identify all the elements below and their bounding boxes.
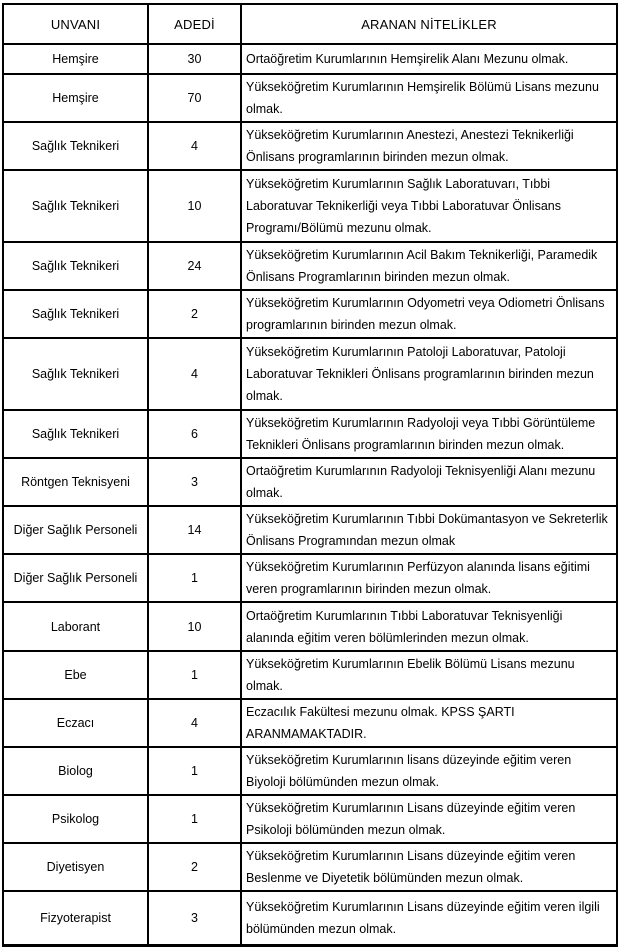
table-row: [3, 795, 617, 843]
cell-qualification: Ortaöğretim Kurumlarının Hemşirelik Alanı Mezunu olmak.: [241, 44, 617, 74]
cell-qualification: Yükseköğretim Kurumlarının Anestezi, Anestezi Teknikerliği Önlisans programlarının birinden mezun olmak.: [241, 122, 617, 170]
cell-count: 10: [148, 602, 241, 651]
table-row: [3, 338, 617, 410]
cell-count: 14: [148, 506, 241, 554]
cell-qualification: Ortaöğretim Kurumlarının Radyoloji Teknisyenliği Alanı mezunu olmak.: [241, 458, 617, 506]
table-row: [3, 44, 617, 74]
cell-qualification: Yükseköğretim Kurumlarının Patoloji Laboratuvar, Patoloji Laboratuvar Teknikleri Önlisans programlarının birinden mezun olmak.: [241, 338, 617, 410]
table-row: [3, 242, 617, 290]
cell-count: 24: [148, 242, 241, 290]
cell-title: Diğer Sağlık Personeli: [3, 554, 148, 602]
table-row: [3, 747, 617, 795]
cell-title: Diyetisyen: [3, 843, 148, 891]
cell-title: Sağlık Teknikeri: [3, 338, 148, 410]
cell-count: 1: [148, 651, 241, 699]
cell-title: Psikolog: [3, 795, 148, 843]
table-row: [3, 122, 617, 170]
table-row: [3, 843, 617, 891]
table-row: [3, 554, 617, 602]
cell-title: Sağlık Teknikeri: [3, 290, 148, 338]
cell-title: Hemşire: [3, 44, 148, 74]
cell-qualification: Yükseköğretim Kurumlarının Lisans düzeyinde eğitim veren ilgili bölümünden mezun olmak.: [241, 891, 617, 945]
cell-qualification: Eczacılık Fakültesi mezunu olmak. KPSS ŞARTI ARANMAMAKTADIR.: [241, 699, 617, 747]
cell-qualification: Yükseköğretim Kurumlarının Odyometri veya Odiometri Önlisans programlarının birinden mezun olmak.: [241, 290, 617, 338]
table-row: [3, 699, 617, 747]
cell-count: 1: [148, 554, 241, 602]
col-header-aranan-nitelikler: ARANAN NİTELİKLER: [241, 4, 617, 44]
cell-count: 10: [148, 170, 241, 242]
table-row: [3, 170, 617, 242]
cell-qualification: Yükseköğretim Kurumlarının Hemşirelik Bölümü Lisans mezunu olmak.: [241, 74, 617, 122]
cell-title: Röntgen Teknisyeni: [3, 458, 148, 506]
cell-title: Diğer Sağlık Personeli: [3, 506, 148, 554]
cell-qualification: Yükseköğretim Kurumlarının Lisans düzeyinde eğitim veren Beslenme ve Diyetetik bölümünden mezun olmak.: [241, 843, 617, 891]
cell-count: 1: [148, 747, 241, 795]
cell-qualification: Yükseköğretim Kurumlarının Radyoloji veya Tıbbi Görüntüleme Teknikleri Önlisans programlarının birinden mezun olmak.: [241, 410, 617, 458]
cell-count: 1: [148, 795, 241, 843]
cell-title: Laborant: [3, 602, 148, 651]
cell-qualification: Yükseköğretim Kurumlarının Sağlık Laboratuvarı, Tıbbi Laboratuvar Teknikerliği veya Tıbbi Laboratuvar Önlisans Programı/Bölümü mezunu olmak.: [241, 170, 617, 242]
cell-title: Sağlık Teknikeri: [3, 242, 148, 290]
col-header-unvani: UNVANI: [3, 4, 148, 44]
cell-qualification: Yükseköğretim Kurumlarının Perfüzyon alanında lisans eğitimi veren programlarının birinden mezun olmak.: [241, 554, 617, 602]
cell-count: 3: [148, 891, 241, 945]
cell-count: 30: [148, 44, 241, 74]
table-row: [3, 410, 617, 458]
cell-count: 2: [148, 843, 241, 891]
cell-count: 70: [148, 74, 241, 122]
qualification-table: [2, 3, 618, 947]
table-row: [3, 290, 617, 338]
table-row: [3, 651, 617, 699]
cell-title: Sağlık Teknikeri: [3, 410, 148, 458]
cell-title: Sağlık Teknikeri: [3, 170, 148, 242]
cell-qualification: Yükseköğretim Kurumlarının Tıbbi Dokümantasyon ve Sekreterlik Önlisans Programından mezun olmak: [241, 506, 617, 554]
cell-title: Fizyoterapist: [3, 891, 148, 945]
cell-title: Sağlık Teknikeri: [3, 122, 148, 170]
cell-title: Biolog: [3, 747, 148, 795]
table-row: [3, 891, 617, 945]
table-row: [3, 74, 617, 122]
cell-count: 4: [148, 338, 241, 410]
cell-count: 2: [148, 290, 241, 338]
table-row: [3, 602, 617, 651]
cell-count: 4: [148, 699, 241, 747]
cell-qualification: Yükseköğretim Kurumlarının lisans düzeyinde eğitim veren Biyoloji bölümünden mezun olmak.: [241, 747, 617, 795]
table-row: [3, 458, 617, 506]
cell-title: Ebe: [3, 651, 148, 699]
cell-qualification: Yükseköğretim Kurumlarının Ebelik Bölümü Lisans mezunu olmak.: [241, 651, 617, 699]
cell-title: Eczacı: [3, 699, 148, 747]
cell-qualification: Ortaöğretim Kurumlarının Tıbbi Laboratuvar Teknisyenliği alanında eğitim veren bölümlerinden mezun olmak.: [241, 602, 617, 651]
cell-qualification: Yükseköğretim Kurumlarının Lisans düzeyinde eğitim veren Psikoloji bölümünden mezun olmak.: [241, 795, 617, 843]
cell-count: 6: [148, 410, 241, 458]
cell-count: 3: [148, 458, 241, 506]
cell-count: 4: [148, 122, 241, 170]
col-header-adedi: ADEDİ: [148, 4, 241, 44]
cell-title: Hemşire: [3, 74, 148, 122]
table-row: [3, 506, 617, 554]
header-row: [3, 4, 617, 44]
cell-qualification: Yükseköğretim Kurumlarının Acil Bakım Teknikerliği, Paramedik Önlisans Programlarının birinden mezun olmak.: [241, 242, 617, 290]
